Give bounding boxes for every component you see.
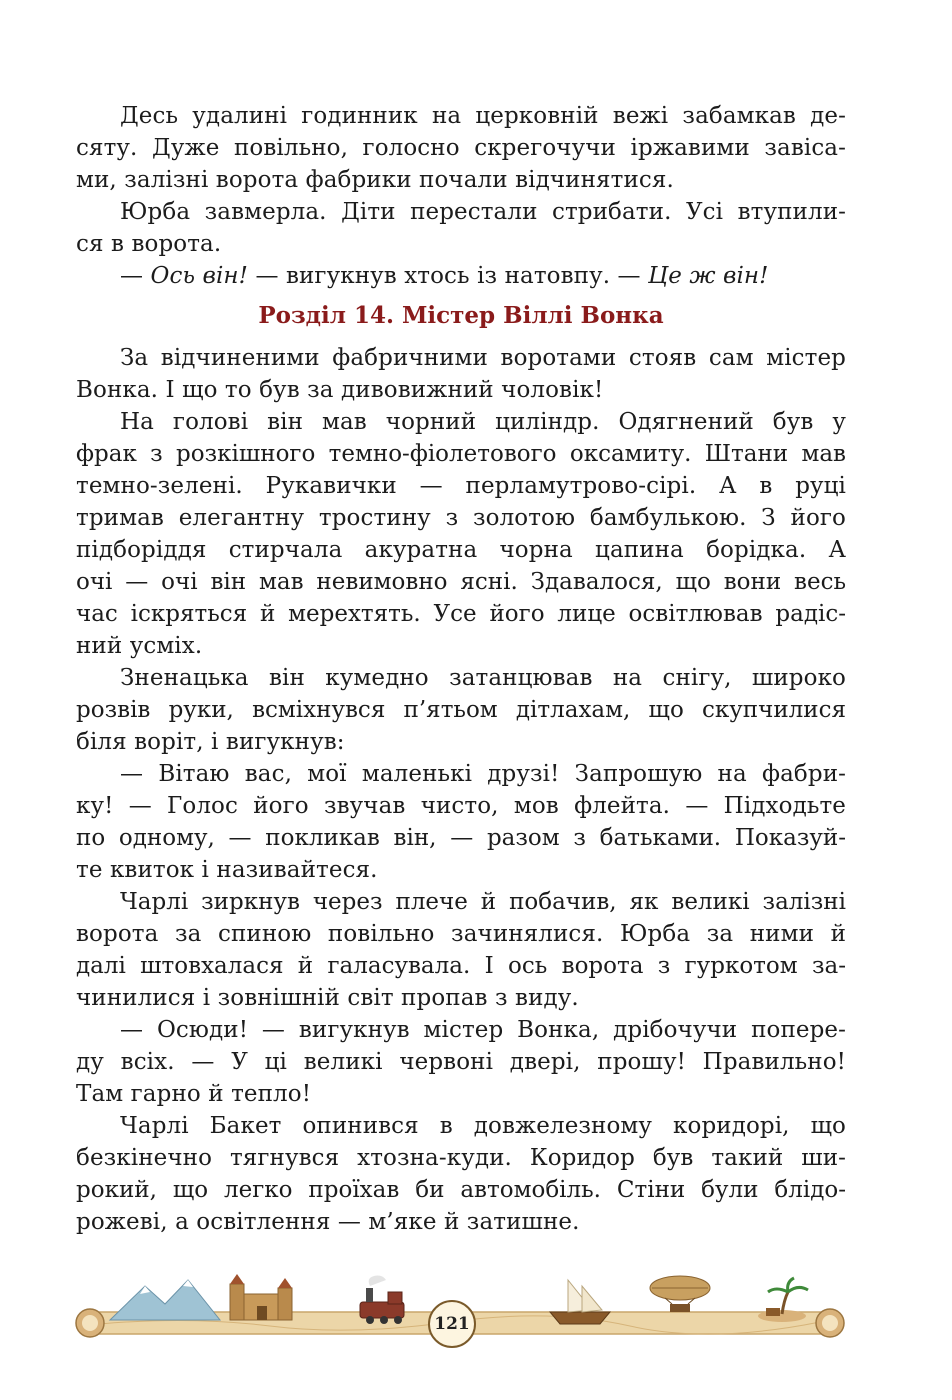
chapter-heading: Розділ 14. Містер Віллі Вонка xyxy=(258,302,664,329)
text-line: — Вітаю вас, мої маленькі друзі! Запрошую на фабри- xyxy=(120,761,846,787)
text-line: Чарлі Бакет опинився в довжелезному коридорі, що xyxy=(120,1113,846,1139)
paragraph-5 xyxy=(76,406,846,662)
text-line: На голові він мав чорний циліндр. Одягнений був у xyxy=(120,409,846,435)
text-line: ку! — Голос його звучав чисто, мов флейта. — Підходьте xyxy=(76,793,846,819)
text-line: темно-зелені. Рукавички — перламутрово-сірі. А в руці xyxy=(76,473,846,499)
paragraph-3 xyxy=(76,260,846,292)
paragraph-8 xyxy=(76,886,846,1014)
text-line: розвів руки, всміхнувся п’ятьом дітлахам, що скупчилися xyxy=(76,697,846,723)
narration: — вигукнув хтось із натовпу. — xyxy=(248,263,649,289)
text-line: Десь удалині годинник на церковній вежі забамкав де- xyxy=(120,103,846,129)
text-line: — Осюди! — вигукнув містер Вонка, дрібочучи попере- xyxy=(120,1017,846,1043)
text-line: очі — очі він мав невимовно ясні. Здавалося, що вони весь xyxy=(76,569,846,595)
page-text xyxy=(76,100,846,1238)
text-line: Чарлі зиркнув через плече й побачив, як великі залізні xyxy=(120,889,846,915)
paragraph-9 xyxy=(76,1014,846,1110)
text-line: ворота за спиною повільно зачинялися. Юрба за ними й xyxy=(76,921,846,947)
paragraph-6 xyxy=(76,662,846,758)
text-line: рокий, що легко проїхав би автомобіль. Стіни були блідо- xyxy=(76,1177,846,1203)
text-line: фрак з розкішного темно-фіолетового оксамиту. Штани мав xyxy=(76,441,846,467)
text-line: підборіддя стирчала акуратна чорна цапина борідка. А xyxy=(76,537,846,563)
text-line: ду всіх. — У ці великі червоні двері, прошу! Правильно! xyxy=(76,1049,846,1075)
text-line: ся в ворота. xyxy=(76,231,222,257)
paragraph-4 xyxy=(76,342,846,406)
text-line: чинилися і зовнішній світ пропав з виду. xyxy=(76,985,579,1011)
text-line: те квиток і називайтеся. xyxy=(76,857,378,883)
exclamation-italic: Це ж він! xyxy=(648,263,769,289)
text-line: Юрба завмерла. Діти перестали стрибати. Усі втупили- xyxy=(120,199,846,225)
paragraph-10 xyxy=(76,1110,846,1238)
text-line: Зненацька він кумедно затанцював на снігу, широко xyxy=(120,665,846,691)
text-line: сяту. Дуже повільно, голосно скрегочучи іржавими завіса- xyxy=(76,135,846,161)
paragraph-1 xyxy=(76,100,846,196)
text-line: рожеві, а освітлення — м’яке й затишне. xyxy=(76,1209,580,1235)
text-line: Там гарно й тепло! xyxy=(76,1081,312,1107)
paragraph-2 xyxy=(76,196,846,260)
text-line: далі штовхалася й галасувала. І ось ворота з гуркотом за- xyxy=(76,953,846,979)
text-line: тримав елегантну тростину з золотою бамбулькою. З його xyxy=(76,505,846,531)
text-line: безкінечно тягнувся хтозна-куди. Коридор був такий ши- xyxy=(76,1145,846,1171)
text-line: по одному, — покликав він, — разом з батьками. Показуй- xyxy=(76,825,846,851)
paragraph-7 xyxy=(76,758,846,886)
text-line: ми, залізні ворота фабрики почали відчинятися. xyxy=(76,167,674,193)
dash: — xyxy=(120,263,151,289)
exclamation-italic: Ось він! xyxy=(150,263,249,289)
text-line: біля воріт, і вигукнув: xyxy=(76,729,345,755)
text-line: ний усміх. xyxy=(76,633,203,659)
text-line: Вонка. І що то був за дивовижний чоловік! xyxy=(76,377,604,403)
text-line: час іскряться й мерехтять. Усе його лице освітлював радіс- xyxy=(76,601,846,627)
page-footer xyxy=(70,1272,850,1352)
page-number: 121 xyxy=(428,1300,476,1348)
text-line: За відчиненими фабричними воротами стояв сам містер xyxy=(120,345,846,371)
